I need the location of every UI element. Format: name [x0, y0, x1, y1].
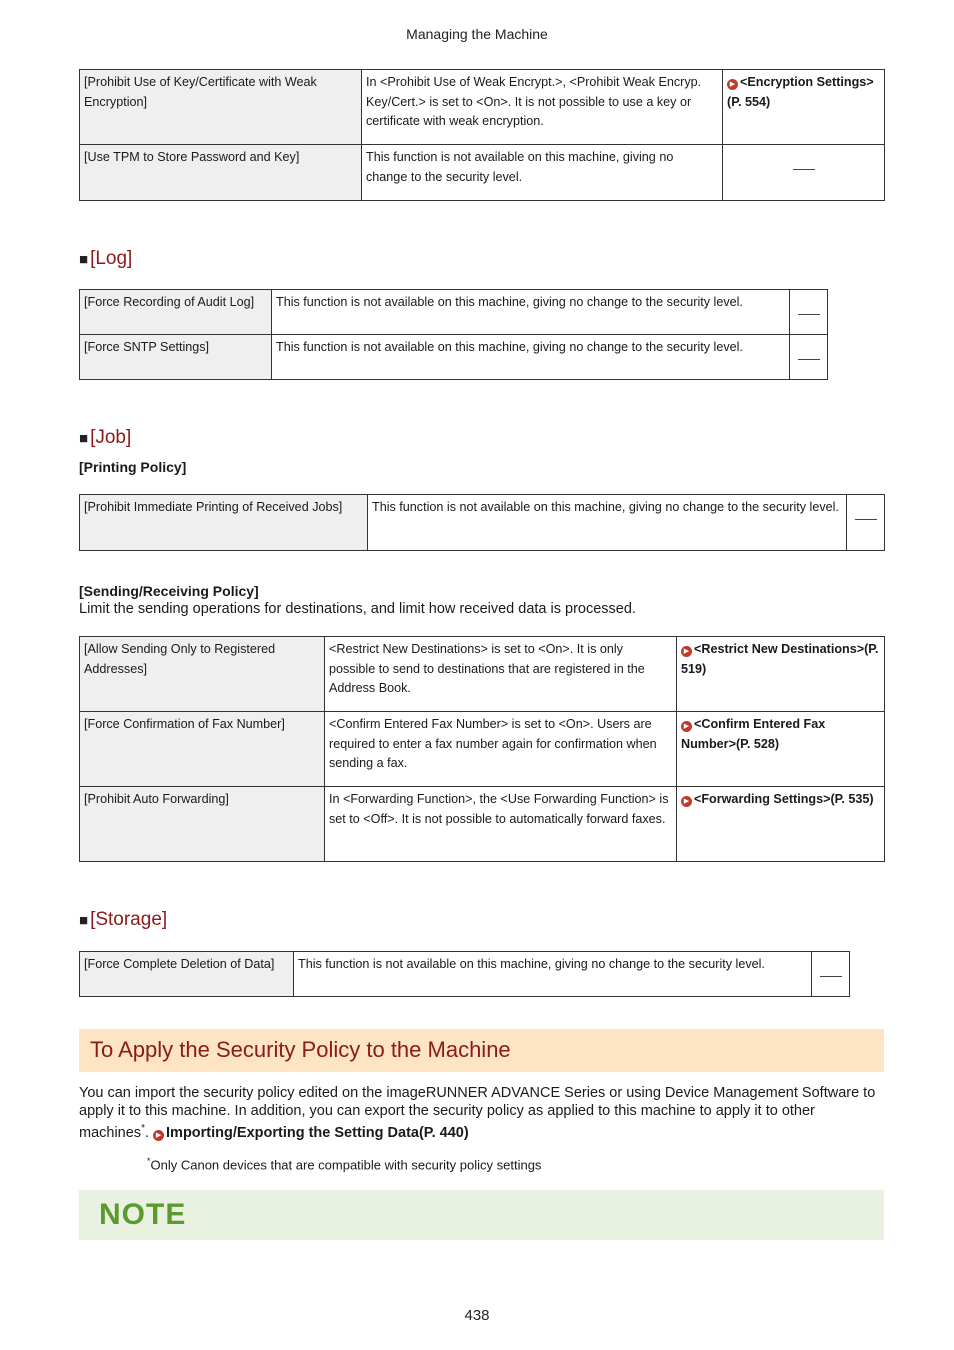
- footnote-marker: *: [141, 1123, 145, 1134]
- description-cell: This function is not available on this machine, giving no change to the security level.: [368, 495, 847, 551]
- setting-cell: [Prohibit Use of Key/Certificate with Weak Encryption]: [80, 70, 362, 145]
- sending-policy-description: Limit the sending operations for destinations, and limit how received data is processed.: [79, 601, 636, 617]
- no-reference-cell: [847, 495, 885, 551]
- no-reference-cell: [812, 952, 850, 997]
- sending-policy-table: [79, 636, 885, 862]
- reference-cell[interactable]: [677, 712, 885, 787]
- apply-section-body: You can import the security policy edited on the imageRUNNER ADVANCE Series or using Device Management Software to apply it to this machine. In addition, you can export the security policy as applied to this machine to apply it to other machines*. ▶ Importing/Exporting the Setting Data(P. 440): [79, 1085, 876, 1141]
- table-row: [80, 335, 828, 380]
- link-arrow-icon: ▶: [681, 646, 692, 657]
- footnote: *Only Canon devices that are compatible with security policy settings: [147, 1156, 542, 1173]
- description-cell: <Restrict New Destinations> is set to <On>. It is only possible to send to destinations that are registered in the Address Book.: [325, 637, 677, 712]
- setting-cell: [Force Recording of Audit Log]: [80, 290, 272, 335]
- square-bullet-icon: ■: [79, 251, 89, 268]
- note-box: [79, 1190, 884, 1240]
- log-policy-table: [79, 289, 828, 380]
- table-row: [80, 952, 850, 997]
- no-reference-cell: [790, 290, 828, 335]
- no-reference-cell: [723, 145, 885, 201]
- storage-policy-table: [79, 951, 850, 997]
- description-cell: In <Prohibit Use of Weak Encrypt.>, <Prohibit Weak Encryp. Key/Cert.> is set to <On>. It is not possible to use a key or certificate with weak encryption.: [362, 70, 723, 145]
- printing-policy-title: [Printing Policy]: [79, 459, 187, 475]
- sending-policy-title: [Sending/Receiving Policy]: [79, 583, 259, 599]
- table-row: [80, 787, 885, 862]
- description-cell: This function is not available on this machine, giving no change to the security level.: [294, 952, 812, 997]
- setting-cell: [Allow Sending Only to Registered Addresses]: [80, 637, 325, 712]
- table-row: [80, 70, 885, 145]
- setting-cell: [Force SNTP Settings]: [80, 335, 272, 380]
- reference-link[interactable]: <Restrict New Destinations>(P. 519): [681, 642, 879, 676]
- dash-icon: [793, 169, 815, 170]
- link-arrow-icon: ▶: [727, 79, 738, 90]
- setting-cell: [Force Complete Deletion of Data]: [80, 952, 294, 997]
- dash-icon: [798, 359, 820, 360]
- setting-cell: [Prohibit Auto Forwarding]: [80, 787, 325, 862]
- reference-cell[interactable]: [677, 637, 885, 712]
- description-cell: <Confirm Entered Fax Number> is set to <On>. Users are required to enter a fax number again for confirmation when sending a fax.: [325, 712, 677, 787]
- description-cell: This function is not available on this machine, giving no change to the security level.: [272, 290, 790, 335]
- reference-cell[interactable]: [723, 70, 885, 145]
- reference-link[interactable]: <Confirm Entered Fax Number>(P. 528): [681, 717, 826, 751]
- reference-cell[interactable]: [677, 787, 885, 862]
- reference-link[interactable]: <Forwarding Settings>(P. 535): [694, 792, 874, 806]
- note-title: NOTE: [99, 1198, 187, 1231]
- page-header: Managing the Machine: [406, 26, 548, 42]
- description-cell: This function is not available on this machine, giving no change to the security level.: [272, 335, 790, 380]
- setting-cell: [Prohibit Immediate Printing of Received Jobs]: [80, 495, 368, 551]
- page-number: 438: [464, 1307, 490, 1324]
- description-cell: In <Forwarding Function>, the <Use Forwarding Function> is set to <Off>. It is not possible to automatically forward faxes.: [325, 787, 677, 862]
- log-section-title: ■ [Log]: [79, 248, 133, 269]
- square-bullet-icon: ■: [79, 430, 89, 447]
- job-section-title: ■ [Job]: [79, 427, 132, 448]
- table-row: [80, 637, 885, 712]
- link-arrow-icon: ▶: [681, 721, 692, 732]
- table-row: [80, 712, 885, 787]
- dash-icon: [855, 519, 877, 520]
- link-arrow-icon: ▶: [153, 1130, 164, 1141]
- apply-section-title: To Apply the Security Policy to the Machine: [90, 1037, 511, 1062]
- table-row: [80, 145, 885, 201]
- dash-icon: [820, 976, 842, 977]
- import-export-link[interactable]: Importing/Exporting the Setting Data(P. 440): [166, 1124, 469, 1141]
- storage-section-title: ■ [Storage]: [79, 909, 168, 930]
- dash-icon: [798, 314, 820, 315]
- encryption-policy-table: [79, 69, 885, 201]
- setting-cell: [Force Confirmation of Fax Number]: [80, 712, 325, 787]
- reference-link[interactable]: <Encryption Settings>(P. 554): [727, 75, 874, 109]
- apply-section-header: [79, 1029, 884, 1072]
- square-bullet-icon: ■: [79, 912, 89, 929]
- printing-policy-table: [79, 494, 885, 551]
- link-arrow-icon: ▶: [681, 796, 692, 807]
- no-reference-cell: [790, 335, 828, 380]
- description-cell: This function is not available on this machine, giving no change to the security level.: [362, 145, 723, 201]
- table-row: [80, 495, 885, 551]
- setting-cell: [Use TPM to Store Password and Key]: [80, 145, 362, 201]
- table-row: [80, 290, 828, 335]
